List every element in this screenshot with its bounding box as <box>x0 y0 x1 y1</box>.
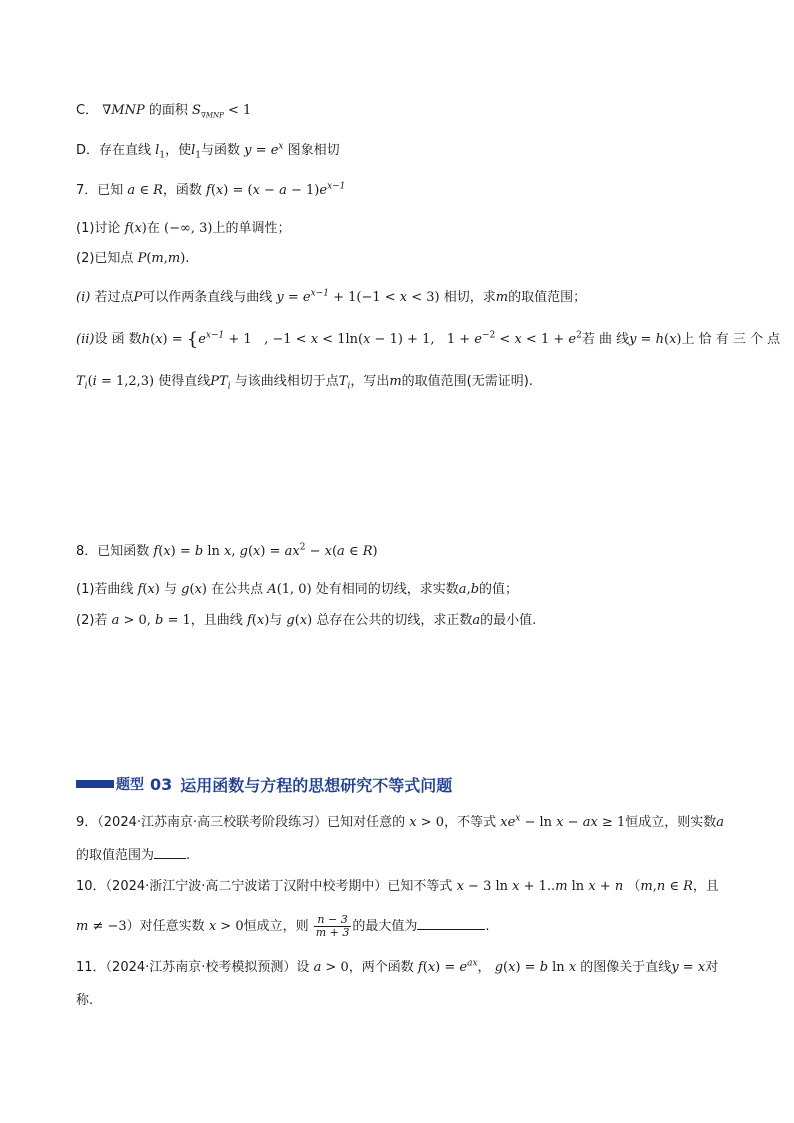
math-area: S <box>192 103 201 118</box>
q9-text2: ，不等式 <box>444 815 497 830</box>
math-area-sub: ∇MNP <box>200 111 224 120</box>
q8-p2-text1: ，且曲线 <box>190 613 243 628</box>
section-tag: 题型 <box>116 777 144 793</box>
q8-p2-text2: 与 <box>269 613 283 628</box>
q7-pii-text2: 若 曲 线 <box>581 332 630 347</box>
q9-line1: 9．（2024·江苏南京·高三校联考阶段练习）已知对任意的 x > 0，不等式 $xe^x - \ln x$ − ax ≥ 1恒成立，则实数a <box>76 813 724 830</box>
q11-text6: 称. <box>76 993 94 1008</box>
q8-p1-text3: 处有相同的切线，求实数 <box>315 582 459 597</box>
q7-pii-label: (ii) <box>76 332 95 347</box>
q7-pii-curve: y = h(x) <box>629 332 682 347</box>
q9-line2 <box>76 846 190 864</box>
q8-label: 8．已知函数 <box>76 544 150 559</box>
q9-text3: 恒成立，则实数 <box>625 815 717 830</box>
q10-end: . <box>485 919 490 934</box>
math-l1-sub: 1 <box>159 150 166 161</box>
q7-pii-text5: 与该曲线相切于点 <box>234 374 339 389</box>
q7-p1-text1: 在 <box>146 221 160 236</box>
option-d-text1: 存在直线 <box>99 143 152 158</box>
q11-text4: 的图像关于直线 <box>580 960 672 975</box>
q7-part2: (2)已知点 P(m,m). <box>76 251 190 266</box>
option-d-text3: 与函数 <box>201 143 241 158</box>
q11-text3: ， <box>477 960 491 975</box>
q8-stem: 8．已知函数 f(x) = b ln x, $g(x) = ax^2 - x(a$ ∈ R) <box>76 542 378 559</box>
q7-pii-text3: 上 恰 有 三 个 点 <box>681 332 781 347</box>
q10-text5: 恒成立，则 <box>243 919 309 934</box>
q7-part1: (1)讨论 f(x)在 (−∞, 3)上的单调性； <box>76 221 291 236</box>
option-d: D．存在直线 $l_1$，使$l_1$与函数 $y = e^x$ 图象相切 <box>76 141 340 161</box>
q9-source: （2024·江苏南京·高三校联考阶段练习） <box>97 815 328 830</box>
triangle-icon: ∇ <box>102 103 112 118</box>
option-d-label: D． <box>76 143 100 158</box>
q7-pi-label: (i) <box>76 290 91 305</box>
q7-pi-text1: 若过点 <box>94 290 134 305</box>
q8-part2: (2)若 a > 0, b = 1，且曲线 f(x)与 g(x) 总存在公共的切线，求正数a的最小值. <box>76 613 537 628</box>
q10-line1: 10．（2024·浙江宁波·高二宁波诺丁汉附中校考期中）已知不等式 x − 3 ln x + 1..m ln x + n （m,n ∈ R，且 <box>76 879 719 894</box>
q10-answer-blank[interactable] <box>417 917 485 930</box>
q10-text4: ）对任意实数 <box>126 919 205 934</box>
q10-label: 10． <box>76 879 106 894</box>
section-number: 03 <box>150 774 173 794</box>
section-title: 运用函数与方程的思想研究不等式问题 <box>180 775 453 795</box>
q7-stem: 7．已知 a ∈ R，函数 $f(x) = (x - a - 1)e^{x-1}$ <box>76 181 346 198</box>
q8-part1: (1)若曲线 f(x) 与 g(x) 在公共点 A(1, 0) 处有相同的切线，求实数a,b的值； <box>76 582 519 597</box>
q7-p2-label: (2)已知点 <box>76 251 134 266</box>
q7-pi-text2: 可以作两条直线与曲线 <box>142 290 273 305</box>
math-l1: l <box>155 143 160 158</box>
q7-part2-i: (i) 若过点P可以作两条直线与曲线 $y = e^{x-1} + 1(-1 < x < 3)$ 相切，求m的取值范围； <box>76 288 587 305</box>
q7-part2-ii <box>76 329 781 350</box>
option-d-text2: ，使 <box>165 143 192 158</box>
q7-text1: ，函数 <box>162 183 202 198</box>
q7-pii-text7: 的取值范围(无需证明). <box>401 374 533 389</box>
q7-label: 7．已知 <box>76 183 124 198</box>
q7-part2-ii-cont: $T_i(i = 1,2,3)$ 使得直线$PT_i$ 与该曲线相切于点$T_i$，写出m的取值范围(无需证明). <box>76 374 533 392</box>
q9-text1: 已知对任意的 <box>327 815 406 830</box>
q11-text2: ，两个函数 <box>348 960 414 975</box>
q10-line2: m ≠ −3）对任意实数 x > 0恒成立，则 $\frac{n - 3}{m + 3}$ 的最大值为 . <box>76 913 490 939</box>
option-c <box>76 103 251 119</box>
q7-pii-formula: $h(x) = \{e^{x-1} + 1$ , −1 < x < 1ln(x − 1) + 1, $1 + e^{-2} < x < 1 + e^2$ <box>141 329 582 350</box>
section-heading <box>76 772 452 796</box>
q10-text2: （ <box>627 879 641 894</box>
q11-text1: 设 <box>296 960 310 975</box>
q7-pi-text4: 的取值范围； <box>508 290 587 305</box>
q8-p2-label: (2)若 <box>76 613 108 628</box>
q10-fraction: $\frac{n - 3}{m + 3}$ <box>315 913 350 939</box>
q7-pii-text1: 设 函 数 <box>94 332 142 347</box>
math-l1b-sub: 1 <box>195 150 201 161</box>
q8-p1-text1: 与 <box>164 582 178 597</box>
q10-text3: ，且 <box>692 879 719 894</box>
q8-p1-label: (1)若曲线 <box>76 582 134 597</box>
q10-text1: 已知不等式 <box>387 879 453 894</box>
q11-text5: 对 <box>705 960 719 975</box>
section-bar-icon <box>76 780 114 788</box>
math-y-ex: y <box>244 143 252 158</box>
q7-p1-text2: 上的单调性； <box>212 221 291 236</box>
q7-pi-text3: 相切，求 <box>443 290 496 305</box>
q7-p1-label: (1)讨论 <box>76 221 121 236</box>
math-mnp: MNP <box>111 103 145 118</box>
q10-text6: 的最大值为 <box>352 919 418 934</box>
q9-answer-blank[interactable] <box>154 846 186 859</box>
q9-text4: 的取值范围为 <box>76 848 155 863</box>
q8-p1-text2: 在公共点 <box>211 582 264 597</box>
q8-p1-text4: 的值； <box>479 582 519 597</box>
q7-pii-text6: ，写出 <box>350 374 390 389</box>
option-d-text4: 图象相切 <box>287 143 340 158</box>
q10-source: （2024·浙江宁波·高二宁波诺丁汉附中校考期中） <box>105 879 388 894</box>
q8-p2-text4: 的最小值. <box>480 613 537 628</box>
option-c-text: 的面积 <box>148 103 188 118</box>
math-lt-one: < 1 <box>223 103 252 118</box>
math-l1b: l <box>191 143 196 158</box>
q11-label: 11． <box>76 960 106 975</box>
q8-p2-text3: 总存在公共的切线，求正数 <box>316 613 473 628</box>
q11-line1: 11．（2024·江苏南京·校考模拟预测）设 a > 0，两个函数 $f(x) = e^{ax}$， g(x) = b ln x 的图像关于直线y = x对 <box>76 958 719 975</box>
q9-end: . <box>186 848 191 863</box>
q11-source: （2024·江苏南京·校考模拟预测） <box>105 960 297 975</box>
option-c-label: C． <box>76 103 99 118</box>
q7-pii-text4: 使得直线 <box>158 374 211 389</box>
q9-label: 9． <box>76 815 98 830</box>
q11-line2 <box>76 993 93 1009</box>
